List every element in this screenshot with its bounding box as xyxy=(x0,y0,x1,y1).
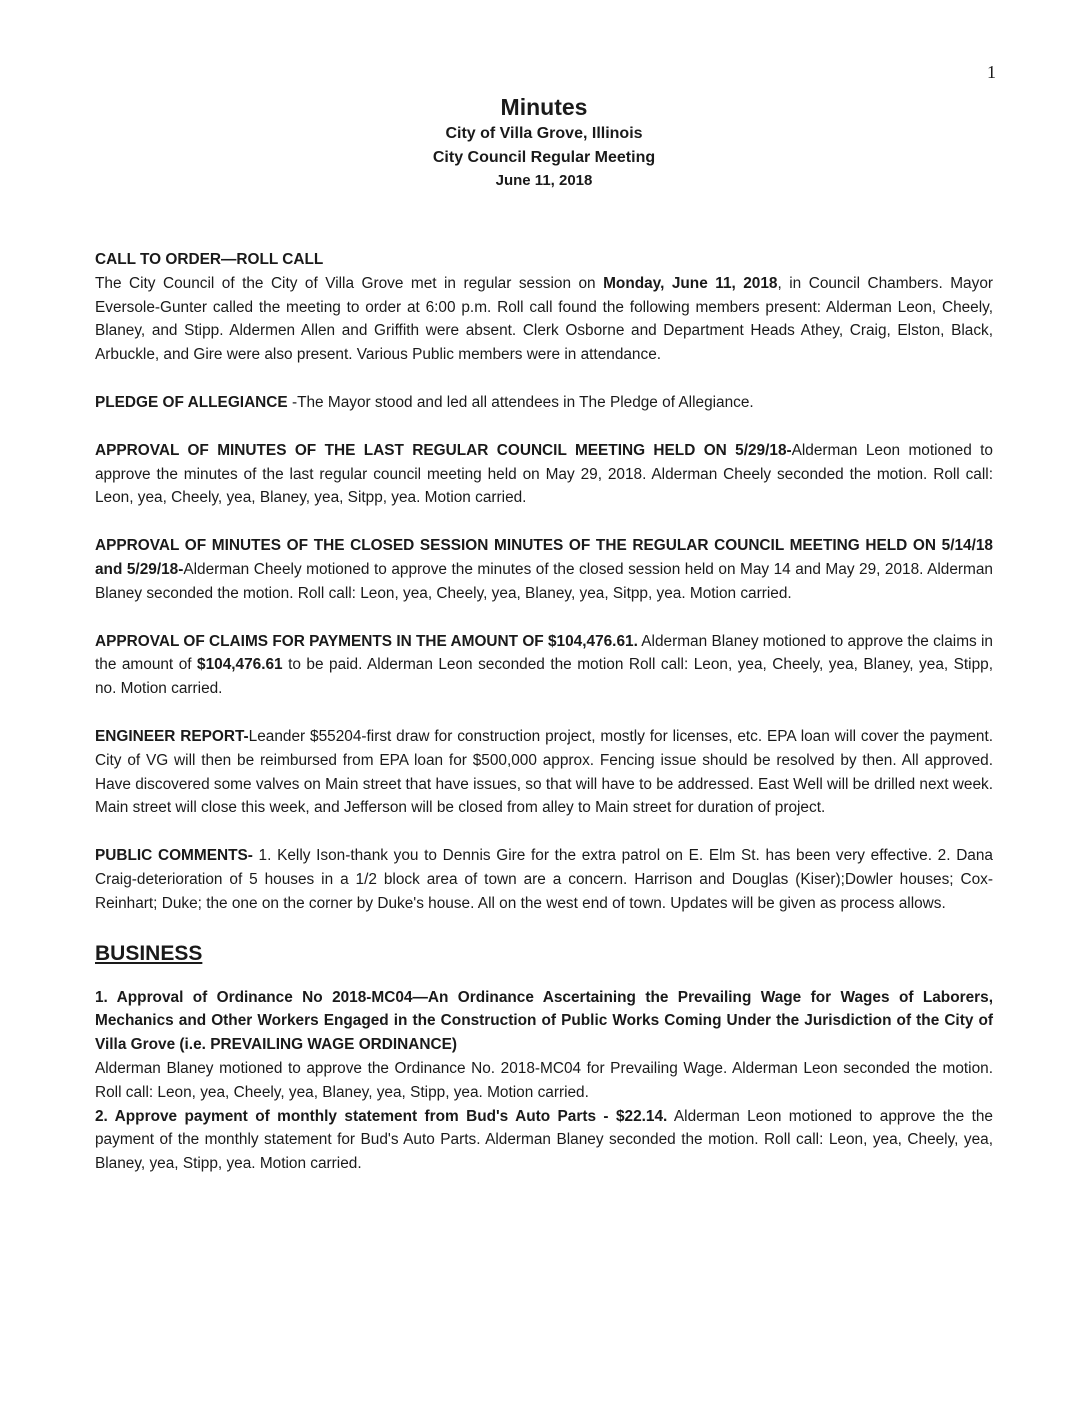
call-to-order-text-2: , in Council Chambers. Mayor Eversole-Gunter called the meeting to order at 6:00 p.m. Roll call found the following members present: Alderman Leon, Cheely, Blaney, and Stipp. Aldermen Allen and Griffith were absent. Clerk Osborne and Department Heads Athey, Craig, Elston, Black, Arbuckle, and Gire were also present. Various Public members were in attendance. xyxy=(95,274,993,364)
meeting-type: City Council Regular Meeting xyxy=(432,149,656,166)
page-number: 1 xyxy=(987,62,996,82)
engineer-report-heading: ENGINEER REPORT- xyxy=(95,727,249,745)
business-heading: BUSINESS xyxy=(95,941,203,965)
document-title: Minutes xyxy=(500,94,588,120)
call-to-order-text-1: The City Council of the City of Villa Grove met in regular session on xyxy=(95,274,604,292)
call-to-order-date: Monday, June 11, 2018 xyxy=(603,274,778,292)
approval-closed-heading: APPROVAL OF MINUTES OF THE CLOSED SESSION MINUTES OF THE REGULAR COUNCIL MEETING HELD ON 5/14/18 and 5/29/18- xyxy=(95,537,993,578)
business-item-text: Alderman Blaney motioned to approve the Ordinance No. 2018-MC04 for Prevailing Wage. Alderman Leon seconded the motion. Roll call: Leon, yea, Cheely, yea, Blaney, yea, Stipp, yea. Motion carried. xyxy=(95,1059,993,1101)
approval-claims-amount: $104,476.61 xyxy=(197,656,283,674)
approval-claims-section xyxy=(95,630,993,701)
business-item-heading: 1. Approval of Ordinance No 2018-MC04—An Ordinance Ascertaining the Prevailing Wage for Wages of Laborers, Mechanics and Other Workers Engaged in the Construction of Public Works Coming Under the Jurisdiction of the City of Villa Grove (i.e. PREVAILING WAGE ORDINANCE) xyxy=(95,988,993,1054)
pledge-section xyxy=(95,391,993,415)
business-item-heading: 2. Approve payment of monthly statement from Bud's Auto Parts - $22.14. xyxy=(95,1107,668,1125)
engineer-report-text: Leander $55204-first draw for construction project, mostly for licenses, etc. EPA loan will cover the payment. City of VG will then be reimbursed from EPA loan for $500,000 approx. Fencing issue should be resolved by then. All approved. Have discovered some valves on Main street that have issues, so that will have to be addressed. East Well will be drilled next week. Main street will close this week, and Jefferson will be closed from alley to Main street for duration of project. xyxy=(95,727,993,817)
pledge-text: -The Mayor stood and led all attendees in The Pledge of Allegiance. xyxy=(287,393,754,411)
business-item xyxy=(95,986,993,1105)
public-comments-heading: PUBLIC COMMENTS- xyxy=(95,847,253,865)
approval-minutes-section xyxy=(95,439,993,510)
pledge-heading: PLEDGE OF ALLEGIANCE xyxy=(95,393,288,411)
approval-closed-section xyxy=(95,534,993,605)
public-comments-text: 1. Kelly Ison-thank you to Dennis Gire for the extra patrol on E. Elm St. has been very effective. 2. Dana Craig-deterioration of 5 houses in a 1/2 block area of town are a concern. Harrison and Douglas (Kiser);Dowler houses; Cox-Reinhart; Duke; the one on the corner by Duke's house. All on the west end of town. Updates will be given as process allows. xyxy=(95,847,993,912)
meeting-date: June 11, 2018 xyxy=(495,172,593,189)
approval-minutes-heading: APPROVAL OF MINUTES OF THE LAST REGULAR COUNCIL MEETING HELD ON 5/29/18- xyxy=(95,441,792,459)
engineer-report-section xyxy=(95,725,993,820)
public-comments-section xyxy=(95,844,993,915)
minutes-body xyxy=(95,248,993,1176)
approval-claims-text-1: Alderman Blaney motioned to approve the claims in the amount of xyxy=(95,632,993,674)
business-item-text: Alderman Leon motioned to approve the the payment of the monthly statement for Bud's Auto Parts. Alderman Blaney seconded the motion. Roll call: Leon, yea, Cheely, yea, Blaney, yea, Stipp, yea. Motion carried. xyxy=(95,1107,993,1173)
document-header xyxy=(0,92,1088,192)
call-to-order-heading: CALL TO ORDER—ROLL CALL xyxy=(95,251,324,268)
approval-closed-text: Alderman Cheely motioned to approve the minutes of the closed session held on May 14 and May 29, 2018. Alderman Blaney seconded the motion. Roll call: Leon, yea, Cheely, yea, Blaney, yea, Sitpp, yea. Motion carried. xyxy=(95,560,993,602)
business-item xyxy=(95,1105,993,1176)
city-name: City of Villa Grove, Illinois xyxy=(445,125,643,142)
approval-claims-heading: APPROVAL OF CLAIMS FOR PAYMENTS IN THE AMOUNT OF $104,476.61. xyxy=(95,632,638,650)
approval-claims-text-2: to be paid. Alderman Leon seconded the motion Roll call: Leon, yea, Cheely, yea, Blaney, yea, Stipp, no. Motion carried. xyxy=(95,656,993,698)
call-to-order-section xyxy=(95,248,993,367)
approval-minutes-text: Alderman Leon motioned to approve the minutes of the last regular council meeting held on May 29, 2018. Alderman Cheely seconded the motion. Roll call: Leon, yea, Cheely, yea, Blaney, yea, Sitpp, yea. Motion carried. xyxy=(95,441,993,507)
